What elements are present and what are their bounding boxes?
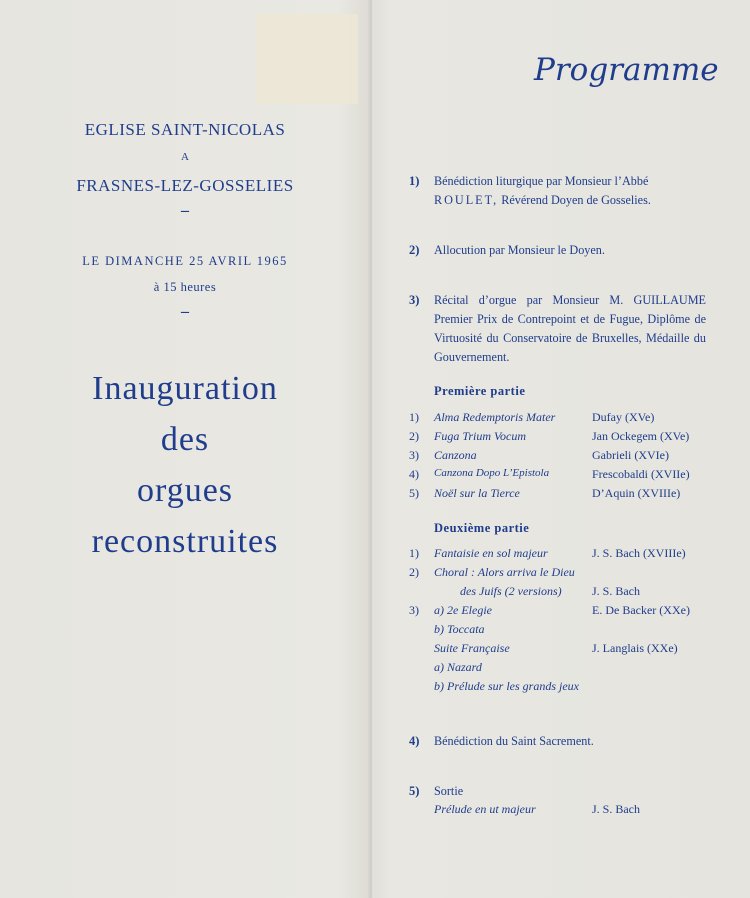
event-date: LE DIMANCHE 25 AVRIL 1965 [82,254,288,268]
composer: J. S. Bach [592,584,640,598]
work-title: b) Toccata [434,622,485,636]
part-1-row [374,429,750,448]
part-2-row [374,584,750,603]
part-2-row [374,660,750,679]
part-1-title: Première partie [434,384,526,398]
item-number: 1) [409,174,420,188]
venue-line-3: FRASNES-LEZ-GOSSELIES [76,176,294,195]
part-2-row [374,641,750,660]
title-line-3: orgues [136,472,234,509]
programme-panel [374,0,750,898]
item-text: Sortie [434,784,464,798]
item-number: 4) [409,734,420,748]
item-text-line-2 [434,191,706,210]
work-title: b) Prélude sur les grands jeux [434,679,579,693]
item-name-roulet: ROULET, [434,193,499,207]
composer: Dufay (XVe) [592,410,655,424]
composer: E. De Backer (XXe) [592,603,690,617]
part-1-row [374,448,750,467]
part-1-row [374,486,750,505]
composer: Frescobaldi (XVIIe) [592,467,690,481]
work-title: Prélude en ut majeur [434,802,536,816]
item-text: Récital d’orgue par Monsieur M. GUILLAUME Premier Prix de Contrepoint et de Fugue, Diplôme de Virtuosité du Conservatoire de Bruxelles, Médaille du Gouvernement. [434,293,706,364]
composer: Jan Ockegem (XVe) [592,429,690,443]
venue-line-2: A [181,151,189,163]
work-title: Canzona Dopo L’Epistola [434,467,550,479]
event-time: à 15 heures [153,280,217,294]
item-text: Bénédiction du Saint Sacrement. [434,734,594,748]
row-number: 2) [409,429,419,443]
row-number: 4) [409,467,419,481]
row-number: 1) [409,410,419,424]
separator-dash-2: – [181,303,189,320]
part-1-row [374,410,750,429]
composer: Gabrieli (XVIe) [592,448,669,462]
work-title: Fuga Trium Vocum [434,429,527,443]
work-title: Alma Redemptoris Mater [434,410,556,424]
part-2-row [374,679,750,698]
item-5-work [374,802,750,821]
composer: D’Aquin (XVIIIe) [592,486,681,500]
item-text-line-1: Bénédiction liturgique par Monsieur l’Abbé [434,174,649,188]
item-text [434,172,706,210]
title-line-2: des [160,421,210,458]
work-title: a) Nazard [434,660,482,674]
composer: J. S. Bach [592,802,640,816]
work-title-continued: des Juifs (2 versions) [460,584,562,598]
item-text: Allocution par Monsieur le Doyen. [434,243,605,257]
row-number: 5) [409,486,419,500]
part-2-title: Deuxième partie [434,521,530,535]
work-title: Noël sur la Tierce [434,486,520,500]
part-2-row [374,546,750,565]
venue-line-1: EGLISE SAINT-NICOLAS [84,120,286,139]
work-title: Canzona [434,448,477,462]
row-number: 1) [409,546,419,560]
item-number: 2) [409,243,420,257]
row-number: 2) [409,565,419,579]
part-1-row [374,467,750,486]
work-title: Choral : Alors arriva le Dieu [434,565,575,579]
item-number: 3) [409,293,420,307]
part-2-row [374,622,750,641]
work-title: Fantaisie en sol majeur [434,546,548,560]
item-number: 5) [409,784,420,798]
composer: J. Langlais (XXe) [592,641,678,655]
work-title: a) 2e Elegie [434,603,492,617]
programme-heading: Programme [534,52,719,88]
row-number: 3) [409,448,419,462]
title-line-1: Inauguration [92,370,278,407]
title-line-4: reconstruites [91,523,279,560]
separator-dash: – [181,202,189,219]
cover-panel [0,0,370,898]
part-2-row [374,603,750,622]
item-text-rest: Révérend Doyen de Gosselies. [501,193,651,207]
work-title: Suite Française [434,641,510,655]
composer: J. S. Bach (XVIIIe) [592,546,686,560]
row-number: 3) [409,603,419,617]
part-2-row [374,565,750,584]
